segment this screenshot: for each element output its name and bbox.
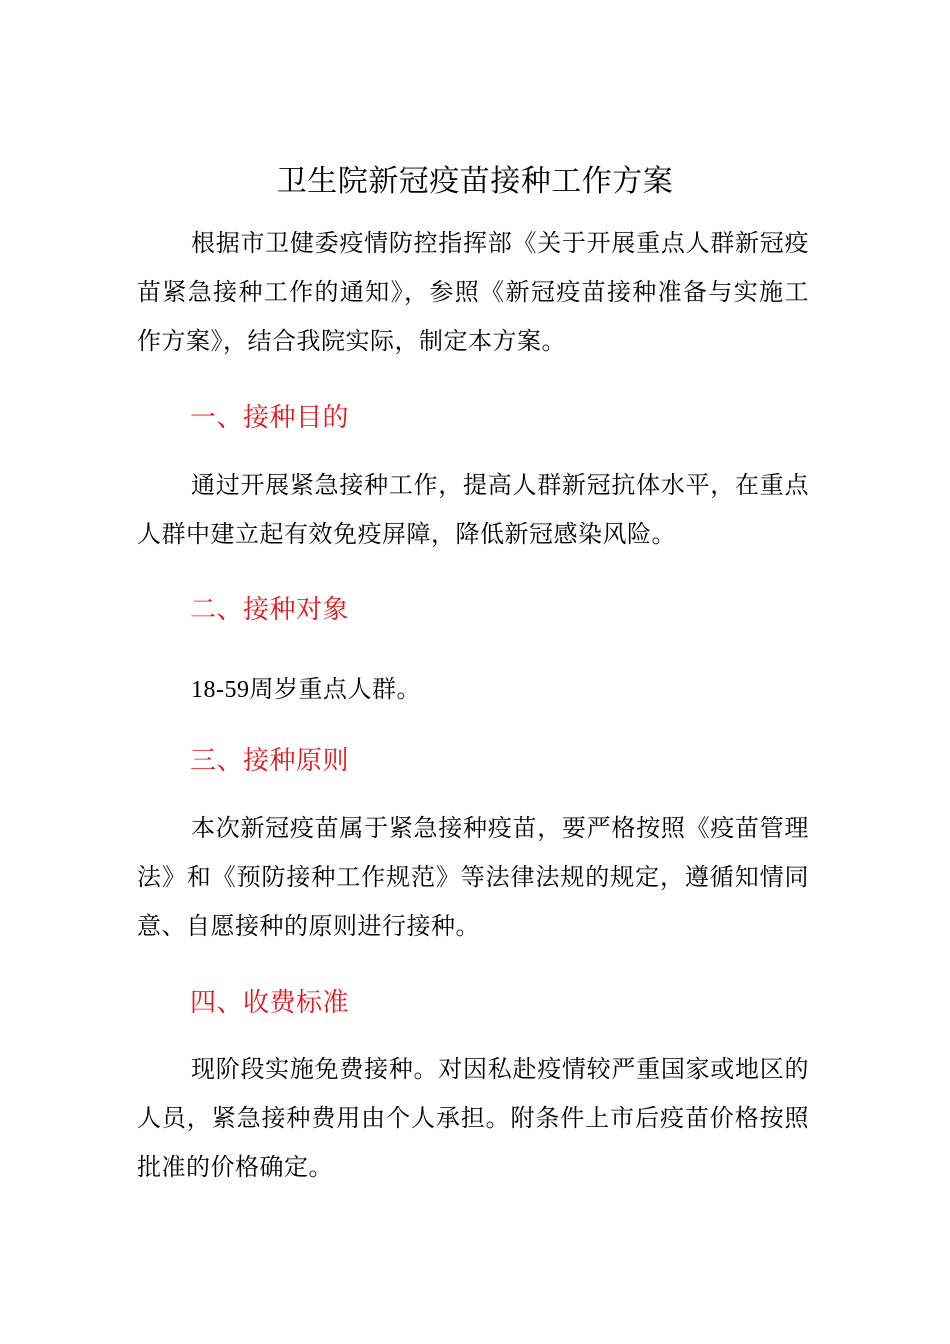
section-body-target [137, 665, 809, 715]
section-body-fees: 现阶段实施免费接种。对因私赴疫情较严重国家或地区的人员，紧急接种费用由个人承担。附条件上市后疫苗价格按照批准的价格确定。 [137, 1055, 809, 1181]
section-heading-fees: 四、收费标准 [190, 988, 350, 1018]
section-heading-target: 二、接种对象 [190, 595, 350, 625]
age-range-text: 周岁重点人群。 [249, 675, 421, 703]
intro-paragraph: 根据市卫健委疫情防控指挥部《关于开展重点人群新冠疫苗紧急接种工作的通知》，参照《新冠疫苗接种准备与实施工作方案》，结合我院实际，制定本方案。 [137, 229, 809, 355]
age-range: 18-59 [191, 677, 250, 703]
document-title: 卫生院新冠疫苗接种工作方案 [276, 164, 674, 200]
section-body-principle: 本次新冠疫苗属于紧急接种疫苗，要严格按照《疫苗管理法》和《预防接种工作规范》等法律法规的规定，遵循知情同意、自愿接种的原则进行接种。 [137, 814, 809, 940]
section-heading-purpose: 一、接种目的 [190, 403, 350, 433]
section-body-purpose: 通过开展紧急接种工作，提高人群新冠抗体水平，在重点人群中建立起有效免疫屏障，降低新冠感染风险。 [137, 471, 809, 548]
section-heading-principle: 三、接种原则 [190, 746, 350, 776]
